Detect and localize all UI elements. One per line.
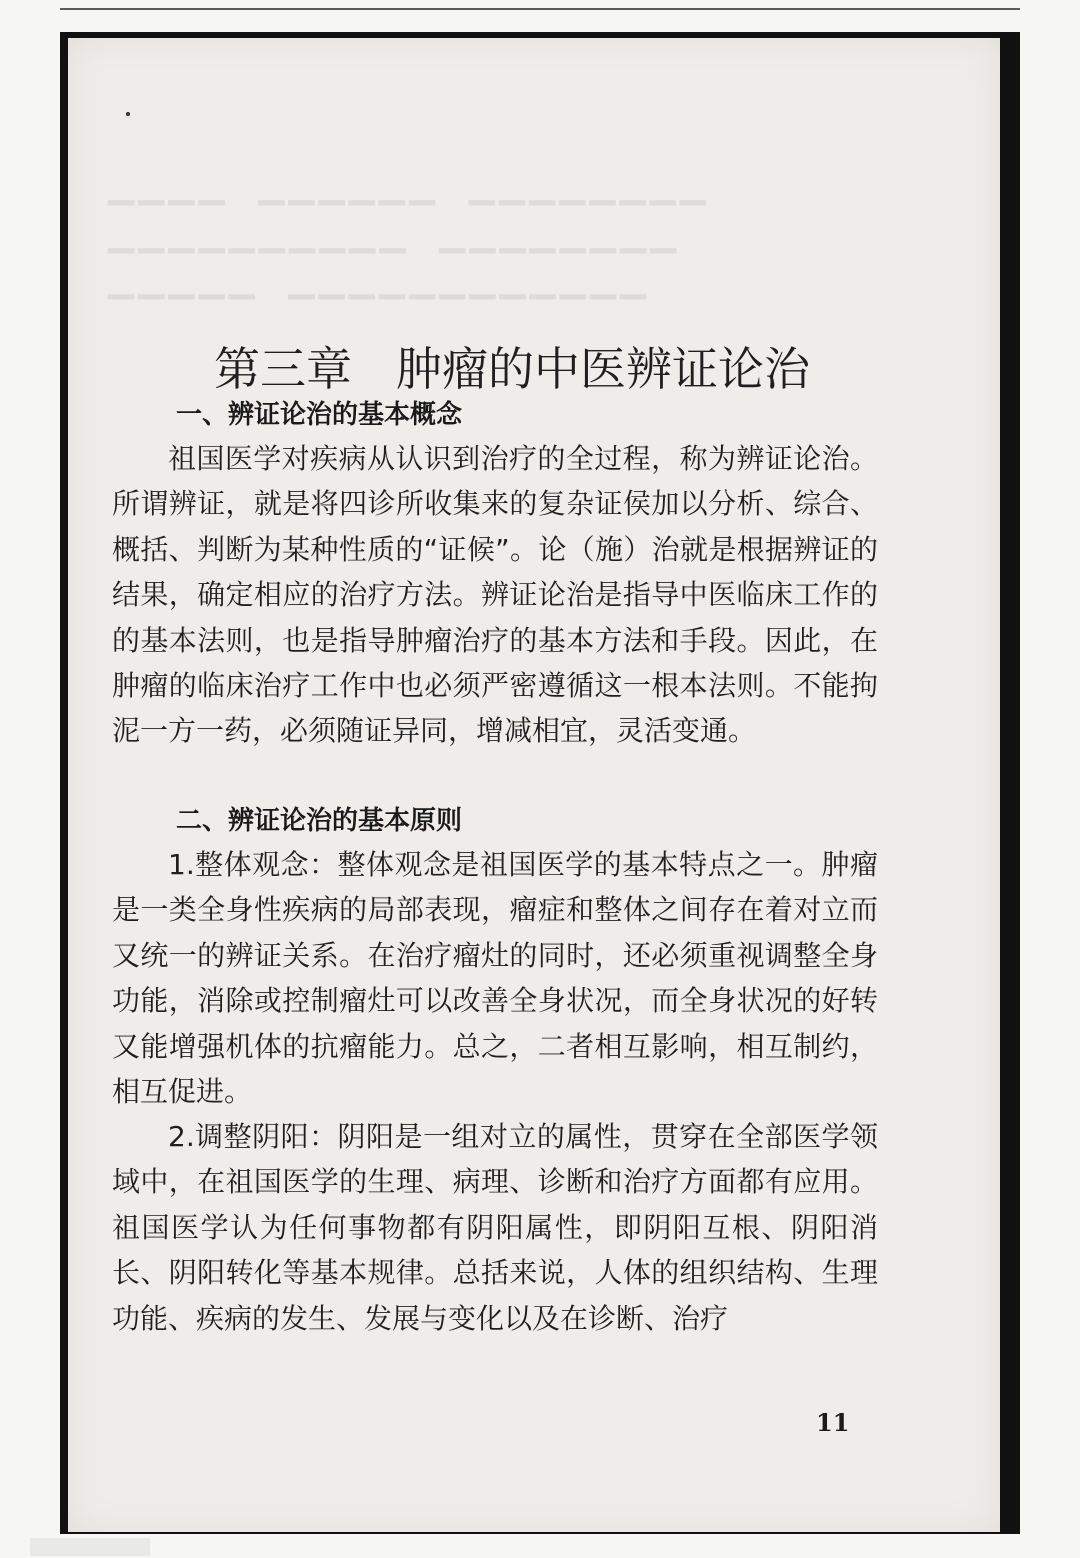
section-2-item-2: 2.调整阴阳：阴阳是一组对立的属性，贯穿在全部医学领域中，在祖国医学的生理、病理、诊断和治疗方面都有应用。祖国医学认为任何事物都有阴阳属性，即阴阳互根、阴阳消长、阴阳转化等基本规律。总括来说，人体的组织结构、生理功能、疾病的发生、发展与变化以及在诊断、治疗 <box>112 1120 878 1335</box>
bottom-edge-strip <box>30 1538 150 1556</box>
top-border-line <box>60 8 1020 10</box>
chapter-title <box>214 333 854 399</box>
show-through-line: ▁▁▁▁ ▁▁▁▁▁▁ ▁▁▁▁▁▁▁▁ <box>108 166 710 206</box>
section-2-item-1: 1.整体观念：整体观念是祖国医学的基本特点之一。肿瘤是一类全身性疾病的局部表现，瘤症和整体之间存在着对立而又统一的辨证关系。在治疗瘤灶的同时，还必须重视调整全身功能，消除或控制瘤灶可以改善全身状况，而全身状况的好转又能增强机体的抗瘤能力。总之，二者相互影响，相互制约，相互促进。 <box>112 848 878 1109</box>
section-heading-1: 一、辨证论治的基本概念 <box>176 400 463 430</box>
chapter-number: 第三章 <box>214 342 352 396</box>
speck <box>126 112 130 116</box>
show-through-line: ▁▁▁▁▁▁▁▁▁▁ ▁▁▁▁▁▁▁▁ <box>108 214 681 254</box>
section-heading-2: 二、辨证论治的基本原则 <box>176 806 463 836</box>
show-through-line: ▁▁▁▁▁ ▁▁▁▁▁▁▁▁▁▁▁▁ <box>108 260 651 300</box>
page-number: 11 <box>816 1408 850 1437</box>
chapter-name: 肿瘤的中医辨证论治 <box>396 342 810 396</box>
book-page <box>68 38 1000 1532</box>
section-1-paragraph: 祖国医学对疾病从认识到治疗的全过程，称为辨证论治。所谓辨证，就是将四诊所收集来的复杂证侯加以分析、综合、概括、判断为某种性质的“证候”。论（施）治就是根据辨证的结果，确定相应的治疗方法。辨证论治是指导中医临床工作的的基本法则，也是指导肿瘤治疗的基本方法和手段。因此，在肿瘤的临床治疗工作中也必须严密遵循这一根本法则。不能拘泥一方一药，必须随证异同，增减相宜，灵活变通。 <box>112 442 878 748</box>
